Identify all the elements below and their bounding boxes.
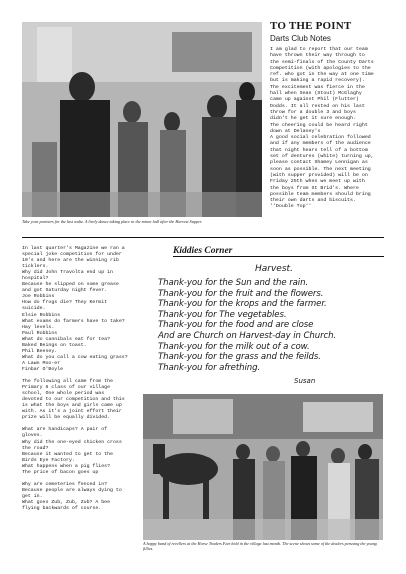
poem-signature: Susan xyxy=(294,377,316,385)
poem-line: Thank-you for the krops and the farmer. xyxy=(158,299,327,310)
jokes-column: In last quarter's Magazine we ran a special joke competition for under 10's and here are the winning rib ticklers. Why did John Travolta end up in hospital? Because he slipped on some grease and got Saturday night fever. Joe Robbins How do frogs die? They Kermit suicide. Elsie Robbins What exams do farmers have to take? Hay levels. Paul Robbins What do cannibals eat for tea? Baked Beings on toast. Phil Beesey. What do you call a cow eating grass? A Lawn Moo-er Finbar O'Boyle The following all came from the Primary 6 class of our village school, One whole period was devoted to our competition and this is what the boys and girls came up with. As it's a joint effort their prize will be equally divided. What are handicaps? A pair of gloves. Why did the one-eyed chicken cross the road? Because it wanted to get to the Birds Eye Factory. What happens when a pig flies? The price of bacon goes up Why are cemeteries fenced in? Because people are always dying to get in. What goes Zub, Zub, Zub? A bee flying backwards of course. xyxy=(22,246,128,512)
bottom-photo-caption: A happy band of revellers at the Horse Traders Fair held in the village last month. The scene shows some of the dealers perusing the young fillies. xyxy=(143,541,377,551)
kiddies-corner-heading: Kiddies Corner xyxy=(173,246,233,256)
section-divider xyxy=(22,237,384,238)
poem-line: Thank-you for afrething. xyxy=(158,362,261,373)
bottom-photo xyxy=(143,394,383,540)
poem xyxy=(158,278,390,373)
poem-title: Harvest. xyxy=(255,264,293,274)
poem-line: Thank-you for the Sun and the rain. xyxy=(158,278,309,288)
dance-scene-image xyxy=(22,22,262,217)
poem-line: Thank-you for the food and are close xyxy=(158,320,314,331)
poem-line: And are Church on Harvest-day in Church. xyxy=(158,330,337,341)
darts-article: I am glad to report that our team have thrown their way through to the semi-finals of the County Darts Competition (with apologies to the ref. who got in the way at one time but is making a rapid recovery). The excitement was fierce in the hall when Sean (Stout) McGlaghy came up against Phil (Flutter) Dodds. It all rested on his last throw for a double 3 and boys didn't he get it sure enough. The cheering could be heard right down at Delaney's A good social celebration followed and if any members of the audience that night hears tell of a bottom set of dentures (white) turning up, please contact Shamey Lennigan as soon as possible. The next meeting (with supper provided) will be on Friday 25th when we meet up with the boys from St Brid's. Where possible team members should bring their own darts and biscuits. ''Double Top'' xyxy=(270,47,374,210)
horse-fair-image xyxy=(143,394,383,540)
poem-line: Thank-you for the milk out of a cow. xyxy=(158,341,310,352)
poem-line: Thank-you for The vegetables. xyxy=(158,309,287,320)
top-photo xyxy=(22,22,262,217)
darts-title: TO THE POINT xyxy=(270,20,352,32)
top-photo-caption: Take your partners for the last waltz. A lively dance taking place in the minor hall after the Harvest Supper. xyxy=(22,219,203,224)
poem-line: Thank-you for the fruit and the flowers. xyxy=(158,288,324,299)
kiddies-heading-underline xyxy=(173,256,384,257)
darts-subtitle: Darts Club Notes xyxy=(270,34,331,43)
poem-line: Thank-you for the grass and the feilds. xyxy=(158,352,321,363)
